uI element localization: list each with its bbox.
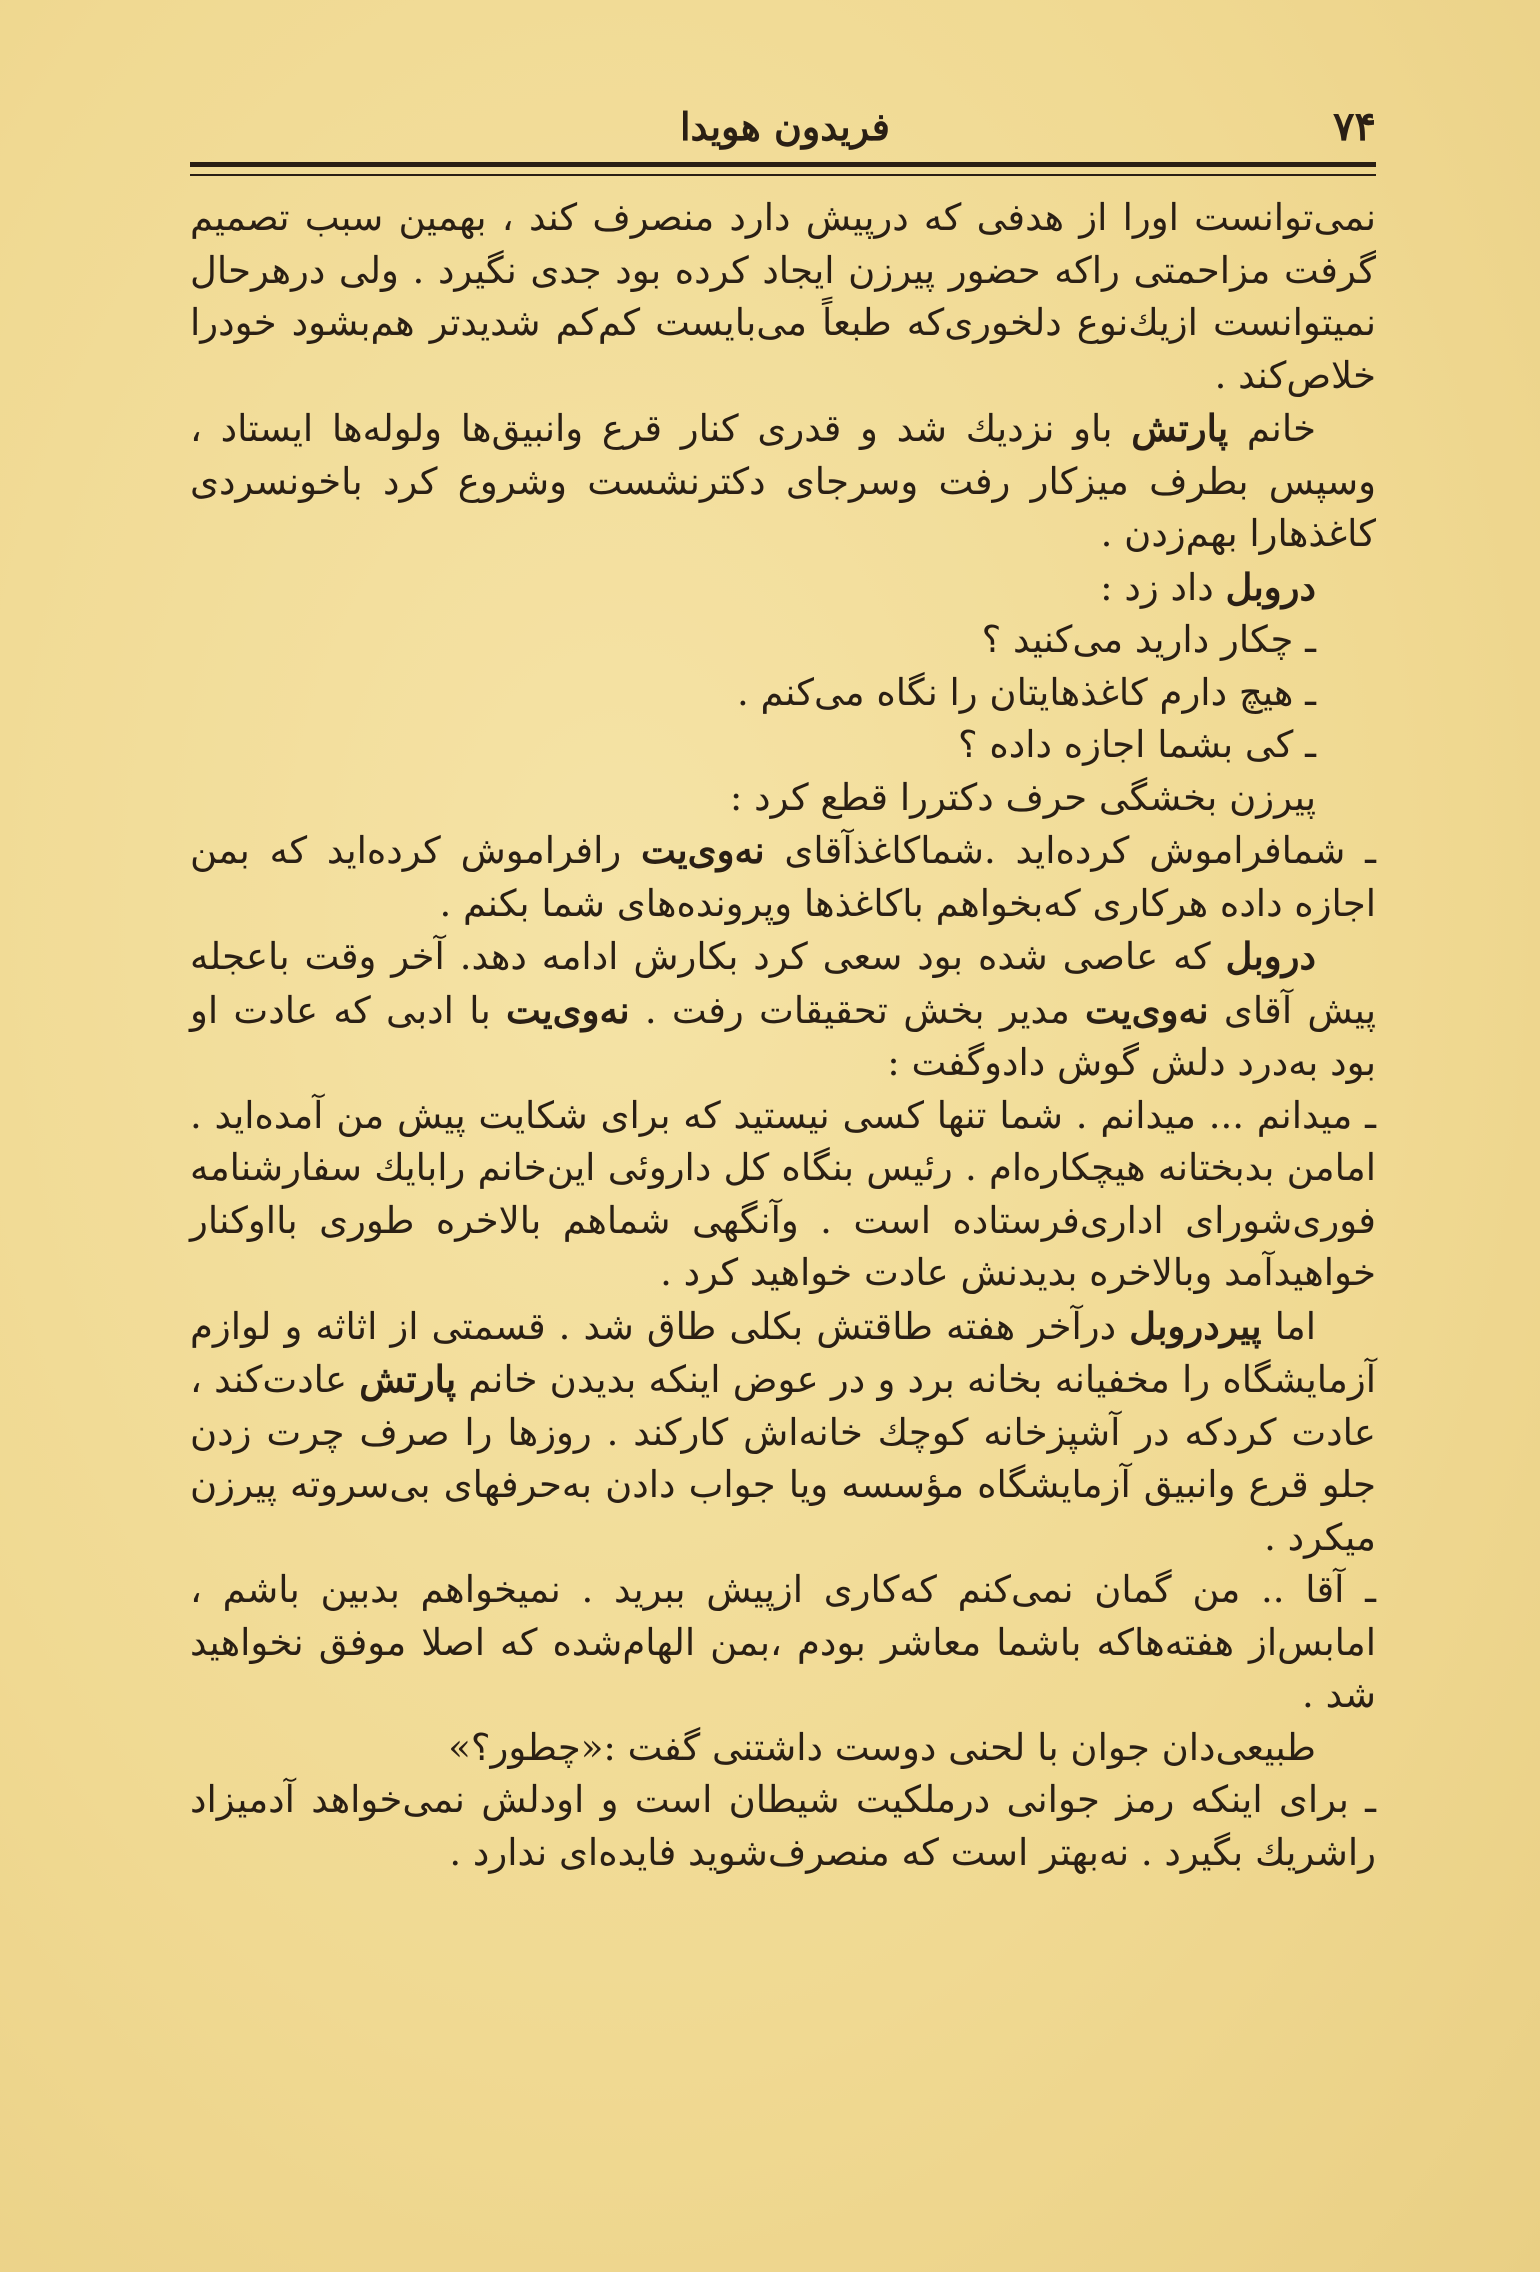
dialogue-line-1: ـ چکار دارید می‌کنید ؟ <box>981 618 1316 661</box>
text-span: باو نزدیك شد و قدری کنار قرع وانبیق‌ها ولوله‌ها ایستاد ، وسپس بطرف میزکار رفت وسرجای دکترنشست وشروع کرد باخونسردی کاغذهارا بهم‌زدن . <box>190 407 1376 555</box>
character-name: پارتش <box>359 1357 457 1401</box>
text-span: عادت‌کند ، عادت کردکه در آشپزخانه کوچك خانه‌اش کارکند . روزها را صرف چرت زدن جلو قرع وانبیق آزمایشگاه مؤسسه ویا جواب دادن به‌حرفهای بی‌سروته پیرزن میکرد . <box>190 1358 1376 1559</box>
paragraph-3 <box>190 561 1376 615</box>
text-span: مدیر بخش تحقیقات رفت . <box>629 988 1086 1032</box>
text-body <box>190 192 1376 2122</box>
page-header <box>190 96 1376 156</box>
paragraph-11: ـ برای اینکه رمز جوانی درملکیت شیطان است و اودلش نمی‌خواهد آدمیزاد راشریك بگیرد . نه‌بهتر است که منصرف‌شوید فایده‌ای ندارد . <box>190 1778 1376 1874</box>
text-span: ـ شمافراموش کرده‌اید .شماکاغذآقای <box>764 829 1376 872</box>
paragraph-10: طبیعی‌دان جوان با لحنی دوست داشتنی گفت :«چطور؟» <box>448 1725 1316 1769</box>
character-name: پارتش <box>1131 406 1229 450</box>
text-span: داد زد : <box>1100 565 1226 609</box>
text-span: خانم <box>1228 407 1316 450</box>
character-name: دروبل <box>1225 564 1316 609</box>
header-rule-thick <box>190 162 1376 167</box>
header-rule-thin <box>190 174 1376 176</box>
character-name: نه‌وی‌یت <box>1085 987 1209 1032</box>
text-span: رافراموش کرده‌اید که بمن اجازه داده هرکاری که‌بخواهم باکاغذها وپرونده‌های شما بکنم . <box>190 829 1376 925</box>
character-name: دروبل <box>1225 934 1316 978</box>
character-name: نه‌وی‌یت <box>506 987 630 1032</box>
text-span: با ادبی که عادت او بود به‌درد دلش گوش دادوگفت : <box>190 988 1376 1084</box>
page-number: ۷۴ <box>1333 102 1376 150</box>
text-span: اما <box>1261 1304 1316 1348</box>
paragraph-4: پیرزن بخشگی حرف دکتررا قطع کرد : <box>729 775 1316 819</box>
paragraph-6 <box>190 930 1376 1090</box>
paragraph-1: نمی‌توانست اورا از هدفی که درپیش دارد منصرف کند ، بهمین سبب تصمیم گرفت مزاحمتی راکه حضور پیرزن ایجاد کرده بود جدی نگیرد . ولی درهرحال نمیتوانست ازیك‌نوع دلخوری‌که طبعاً می‌بایست کم‌کم شدیدتر هم‌بشود خودرا خلاص‌کند . <box>190 196 1376 397</box>
character-name: نه‌وی‌یت <box>641 828 765 872</box>
text-span: که عاصی شده بود سعی کرد بکارش ادامه دهد. آخر وقت باعجله پیش آقای <box>190 935 1376 1032</box>
running-title: فریدون هویدا <box>680 103 890 149</box>
paragraph-8 <box>190 1300 1376 1565</box>
paragraph-5 <box>190 824 1376 930</box>
dialogue-line-3: ـ کی بشما اجازه داده ؟ <box>957 723 1316 766</box>
character-name: پیردروبل <box>1129 1303 1262 1348</box>
paragraph-2 <box>190 402 1376 561</box>
dialogue-line-2: ـ هیچ دارم کاغذهایتان را نگاه می‌کنم . <box>737 670 1316 714</box>
paragraph-7: ـ میدانم ... میدانم . شما تنها کسی نیستید که برای شکایت پیش من آمده‌اید . امامن بدبختانه هیچکاره‌ام . رئیس بنگاه کل داروئی این‌خانم رابایك سفارشنامه فوری‌شورای اداری‌فرستاده است . وآنگهی شماهم بالاخره طوری بااوکنار خواهیدآمد وبالاخره بدیدنش عادت خواهید کرد . <box>190 1093 1376 1294</box>
paragraph-9: ـ آقا .. من گمان نمی‌کنم که‌کاری ازپیش ببرید . نمیخواهم بدبین باشم ، امابس‌از هفته‌هاکه باشما معاشر بودم ،بمن الهام‌شده که اصلا موفق نخواهید شد . <box>190 1568 1376 1716</box>
text-span: درآخر هفته طاقتش بکلی طاق شد . قسمتی از اثاثه و لوازم آزمایشگاه را مخفیانه بخانه برد و در عوض اینکه بدیدن خانم <box>190 1304 1376 1401</box>
